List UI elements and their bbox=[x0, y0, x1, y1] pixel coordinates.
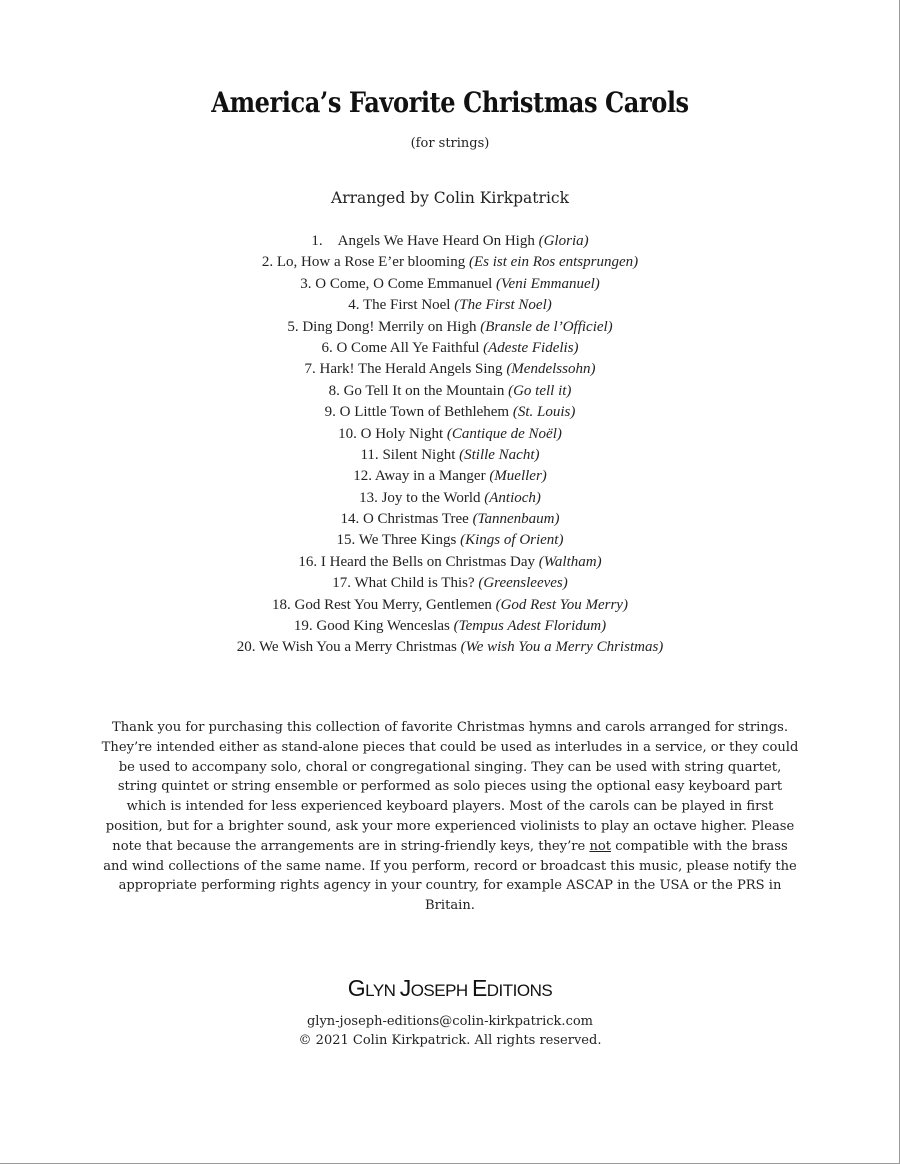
carol-list bbox=[0, 231, 900, 659]
carol-tune: (Kings of Orient) bbox=[460, 532, 564, 549]
carol-title: We Wish You a Merry Christmas bbox=[258, 639, 457, 656]
carol-title: O Come All Ye Faithful bbox=[336, 339, 480, 356]
collection-subtitle: (for strings) bbox=[410, 136, 490, 151]
carol-item bbox=[0, 424, 900, 445]
carol-title: O Christmas Tree bbox=[362, 511, 469, 528]
carol-title: Joy to the World bbox=[381, 489, 481, 506]
publisher-logo: GLYN JOSEPH EDITIONS bbox=[347, 975, 553, 1001]
carol-title: What Child is This? bbox=[354, 575, 475, 592]
intro-emphasis: not bbox=[589, 838, 612, 854]
carol-number: 12. bbox=[353, 468, 372, 485]
carol-title: We Three Kings bbox=[358, 532, 457, 549]
carol-item bbox=[0, 573, 900, 594]
carol-number: 15. bbox=[336, 532, 356, 549]
carol-tune: (Go tell it) bbox=[508, 382, 572, 399]
carol-number: 2. bbox=[261, 254, 274, 271]
carol-item bbox=[0, 595, 900, 616]
carol-tune: (St. Louis) bbox=[512, 404, 576, 421]
carol-title: Away in a Manger bbox=[374, 468, 486, 485]
carol-tune: (Tannenbaum) bbox=[472, 511, 560, 528]
carol-tune: (Mueller) bbox=[489, 468, 547, 485]
carol-number: 14. bbox=[340, 511, 360, 528]
collection-title: America’s Favorite Christmas Carols bbox=[211, 86, 689, 119]
carol-item bbox=[0, 552, 900, 573]
carol-title: Good King Wenceslas bbox=[316, 618, 450, 635]
carol-tune: (The First Noel) bbox=[454, 297, 552, 314]
carol-number: 10. bbox=[338, 425, 357, 442]
carol-title: I Heard the Bells on Christmas Day bbox=[320, 553, 536, 570]
carol-item bbox=[0, 488, 900, 509]
carol-item bbox=[0, 359, 900, 380]
carol-item bbox=[0, 445, 900, 466]
carol-number: 5. bbox=[287, 318, 299, 335]
carol-title: Hark! The Herald Angels Sing bbox=[319, 361, 503, 378]
carol-item bbox=[0, 402, 900, 423]
carol-tune: (Veni Emmanuel) bbox=[496, 275, 600, 292]
carol-tune: (Gloria) bbox=[538, 233, 589, 249]
carol-item bbox=[0, 616, 900, 637]
carol-title: O Holy Night bbox=[360, 425, 444, 442]
carol-item bbox=[0, 231, 900, 252]
carol-number: 3. bbox=[300, 275, 312, 292]
carol-number: 9. bbox=[324, 404, 336, 421]
carol-number: 6. bbox=[321, 339, 333, 356]
carol-item bbox=[0, 338, 900, 359]
carol-number: 11. bbox=[360, 446, 379, 463]
carol-title: Lo, How a Rose E’er blooming bbox=[276, 254, 466, 271]
carol-title: Silent Night bbox=[382, 446, 456, 463]
carol-tune: (Stille Nacht) bbox=[459, 446, 540, 463]
carol-tune: (Greensleeves) bbox=[478, 575, 568, 592]
intro-paragraph bbox=[100, 718, 800, 916]
carol-number: 18. bbox=[272, 596, 291, 613]
carol-number: 13. bbox=[359, 489, 378, 506]
carol-item bbox=[0, 509, 900, 530]
carol-item bbox=[0, 317, 900, 338]
carol-number: 4. bbox=[348, 297, 360, 314]
carol-number: 17. bbox=[332, 575, 351, 592]
carol-number: 7. bbox=[304, 361, 316, 378]
carol-title: Go Tell It on the Mountain bbox=[343, 382, 505, 399]
carol-item bbox=[0, 274, 900, 295]
carol-number: 20. bbox=[236, 639, 256, 656]
carol-number: 1. bbox=[311, 233, 323, 249]
carol-title: God Rest You Merry, Gentlemen bbox=[294, 596, 492, 613]
publisher-contact bbox=[0, 1013, 900, 1050]
carol-item bbox=[0, 530, 900, 551]
carol-tune: (Es ist ein Ros entsprungen) bbox=[468, 254, 639, 271]
arranger-credit: Arranged by Colin Kirkpatrick bbox=[331, 189, 569, 207]
publisher-email: glyn-joseph-editions@colin-kirkpatrick.com bbox=[306, 1014, 594, 1029]
carol-tune: (We wish You a Merry Christmas) bbox=[460, 639, 664, 656]
carol-item bbox=[0, 637, 900, 658]
carol-tune: (Adeste Fidelis) bbox=[483, 339, 579, 356]
carol-number: 8. bbox=[328, 382, 340, 399]
carol-title: Ding Dong! Merrily on High bbox=[302, 318, 477, 335]
carol-item bbox=[0, 295, 900, 316]
carol-tune: (Bransle de l’Officiel) bbox=[480, 318, 613, 335]
carol-tune: (Antioch) bbox=[484, 489, 541, 506]
carol-number: 16. bbox=[298, 553, 318, 570]
carol-tune: (God Rest You Merry) bbox=[495, 596, 628, 613]
copyright-notice: © 2021 Colin Kirkpatrick. All rights reserved. bbox=[298, 1032, 602, 1048]
carol-item bbox=[0, 466, 900, 487]
carol-item bbox=[0, 381, 900, 402]
intro-text: Thank you for purchasing this collection of favorite Christmas hymns and carols arranged for strings. They’re intended either as stand-alone pieces that could be used as interludes in a service, or they could be used to accompany solo, choral or congregational singing. They can be used with string quartet, string quintet or string ensemble or performed as solo pieces using the optional easy keyboard part which is intended for less experienced keyboard players. Most of the carols can be played in first position, but for a brighter sound, ask your more experienced violinists to play an octave higher. Please note that because the arrangements are in string-friendly keys, they’re bbox=[101, 720, 799, 854]
carol-title: O Come, O Come Emmanuel bbox=[315, 275, 493, 292]
carol-tune: (Cantique de Noël) bbox=[446, 425, 562, 442]
carol-title: Angels We Have Heard On High bbox=[337, 233, 535, 249]
carol-tune: (Tempus Adest Floridum) bbox=[453, 618, 607, 635]
carol-title: The First Noel bbox=[362, 297, 451, 314]
carol-item bbox=[0, 252, 900, 273]
intro-text-end: compatible with the brass and wind collections of the same name. If you perform, record or broadcast this music, please notify the appropriate performing rights agency in your country, for example ASCAP in the USA or the PRS in Britain. bbox=[103, 838, 797, 914]
carol-number: 19. bbox=[293, 618, 313, 635]
carol-tune: (Mendelssohn) bbox=[506, 361, 596, 378]
carol-title: O Little Town of Bethlehem bbox=[339, 404, 510, 421]
carol-tune: (Waltham) bbox=[538, 553, 602, 570]
